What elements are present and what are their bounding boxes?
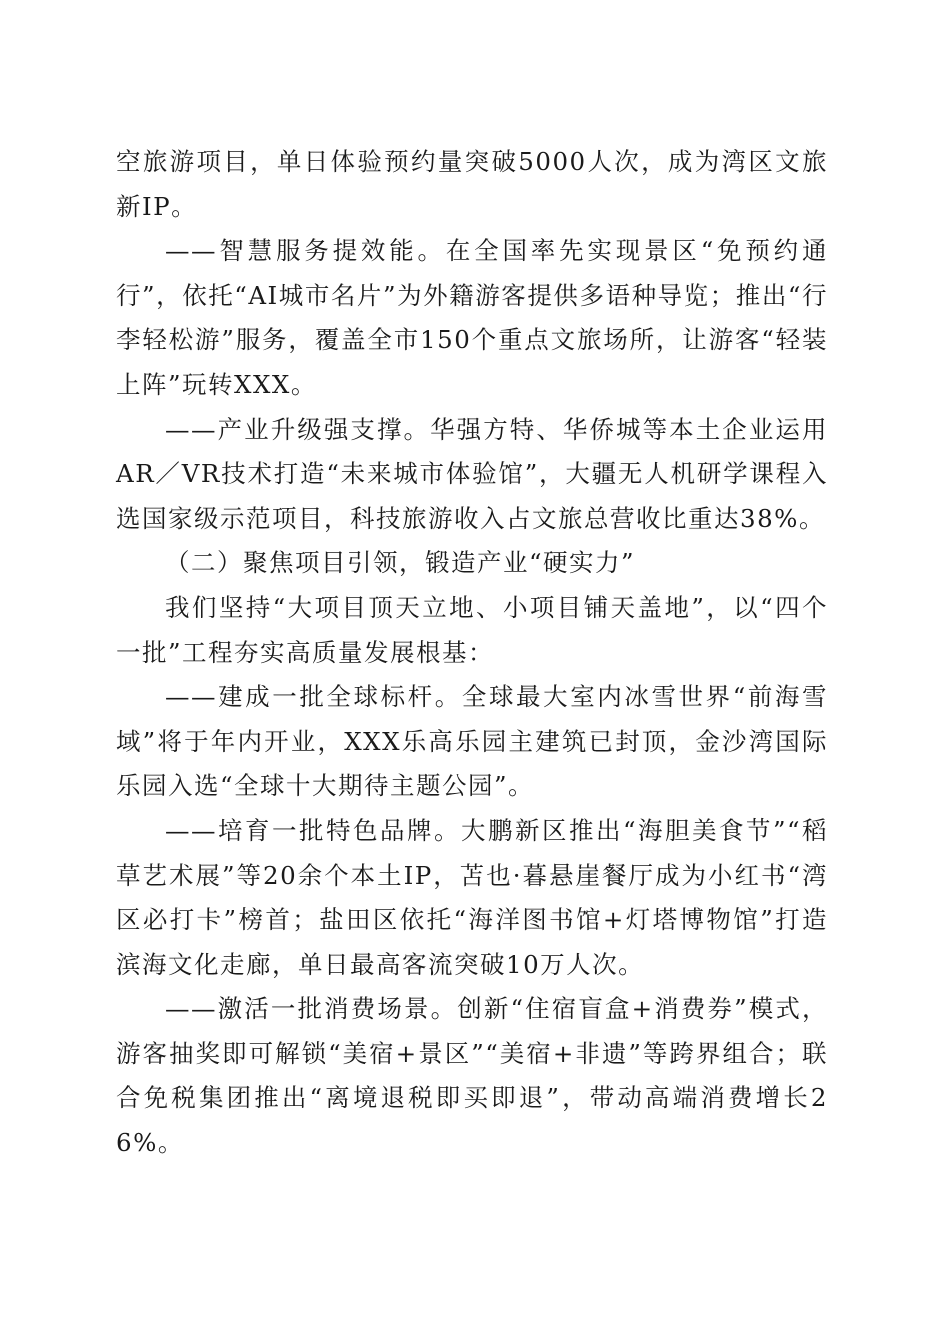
paragraph-global-benchmarks: ——建成一批全球标杆。全球最大室内冰雪世界“前海雪域”将于年内开业，XXX乐高乐园主建筑已封顶，金沙湾国际乐园入选“全球十大期待主题公园”。 bbox=[116, 682, 828, 801]
paragraph-featured-brands: ——培育一批特色品牌。大鹏新区推出“海胆美食节”“稻草艺术展”等20余个本土IP，苫也·暮悬崖餐厅成为小红书“湾区必打卡”榜首；盐田区依托“海洋图书馆+灯塔博物馆”打造滨海文化走廊，单日最高客流突破10万人次。 bbox=[116, 815, 828, 979]
paragraph-consumption-scenes: ——激活一批消费场景。创新“住宿盲盒+消费券”模式，游客抽奖即可解锁“美宿+景区”“美宿+非遗”等跨界组合；联合免税集团推出“离境退税即买即退”，带动高端消费增长26%。 bbox=[116, 994, 828, 1158]
document-body bbox=[116, 140, 828, 1166]
section-heading: （二）聚焦项目引领，锻造产业“硬实力” bbox=[165, 548, 636, 578]
paragraph-continuation: 空旅游项目，单日体验预约量突破5000人次，成为湾区文旅新IP。 bbox=[116, 147, 828, 221]
paragraph-four-batches-intro: 我们坚持“大项目顶天立地、小项目铺天盖地”，以“四个一批”工程夯实高质量发展根基： bbox=[116, 592, 828, 667]
paragraph-smart-service: ——智慧服务提效能。在全国率先实现景区“免预约通行”，依托“AI城市名片”为外籍游客提供多语种导览；推出“行李轻松游”服务，覆盖全市150个重点文旅场所，让游客“轻装上阵”玩转XXX。 bbox=[116, 236, 828, 399]
paragraph-industry-upgrade: ——产业升级强支撑。华强方特、华侨城等本土企业运用AR／VR技术打造“未来城市体验馆”，大疆无人机研学课程入选国家级示范项目，科技旅游收入占文旅总营收比重达38%。 bbox=[116, 414, 828, 533]
